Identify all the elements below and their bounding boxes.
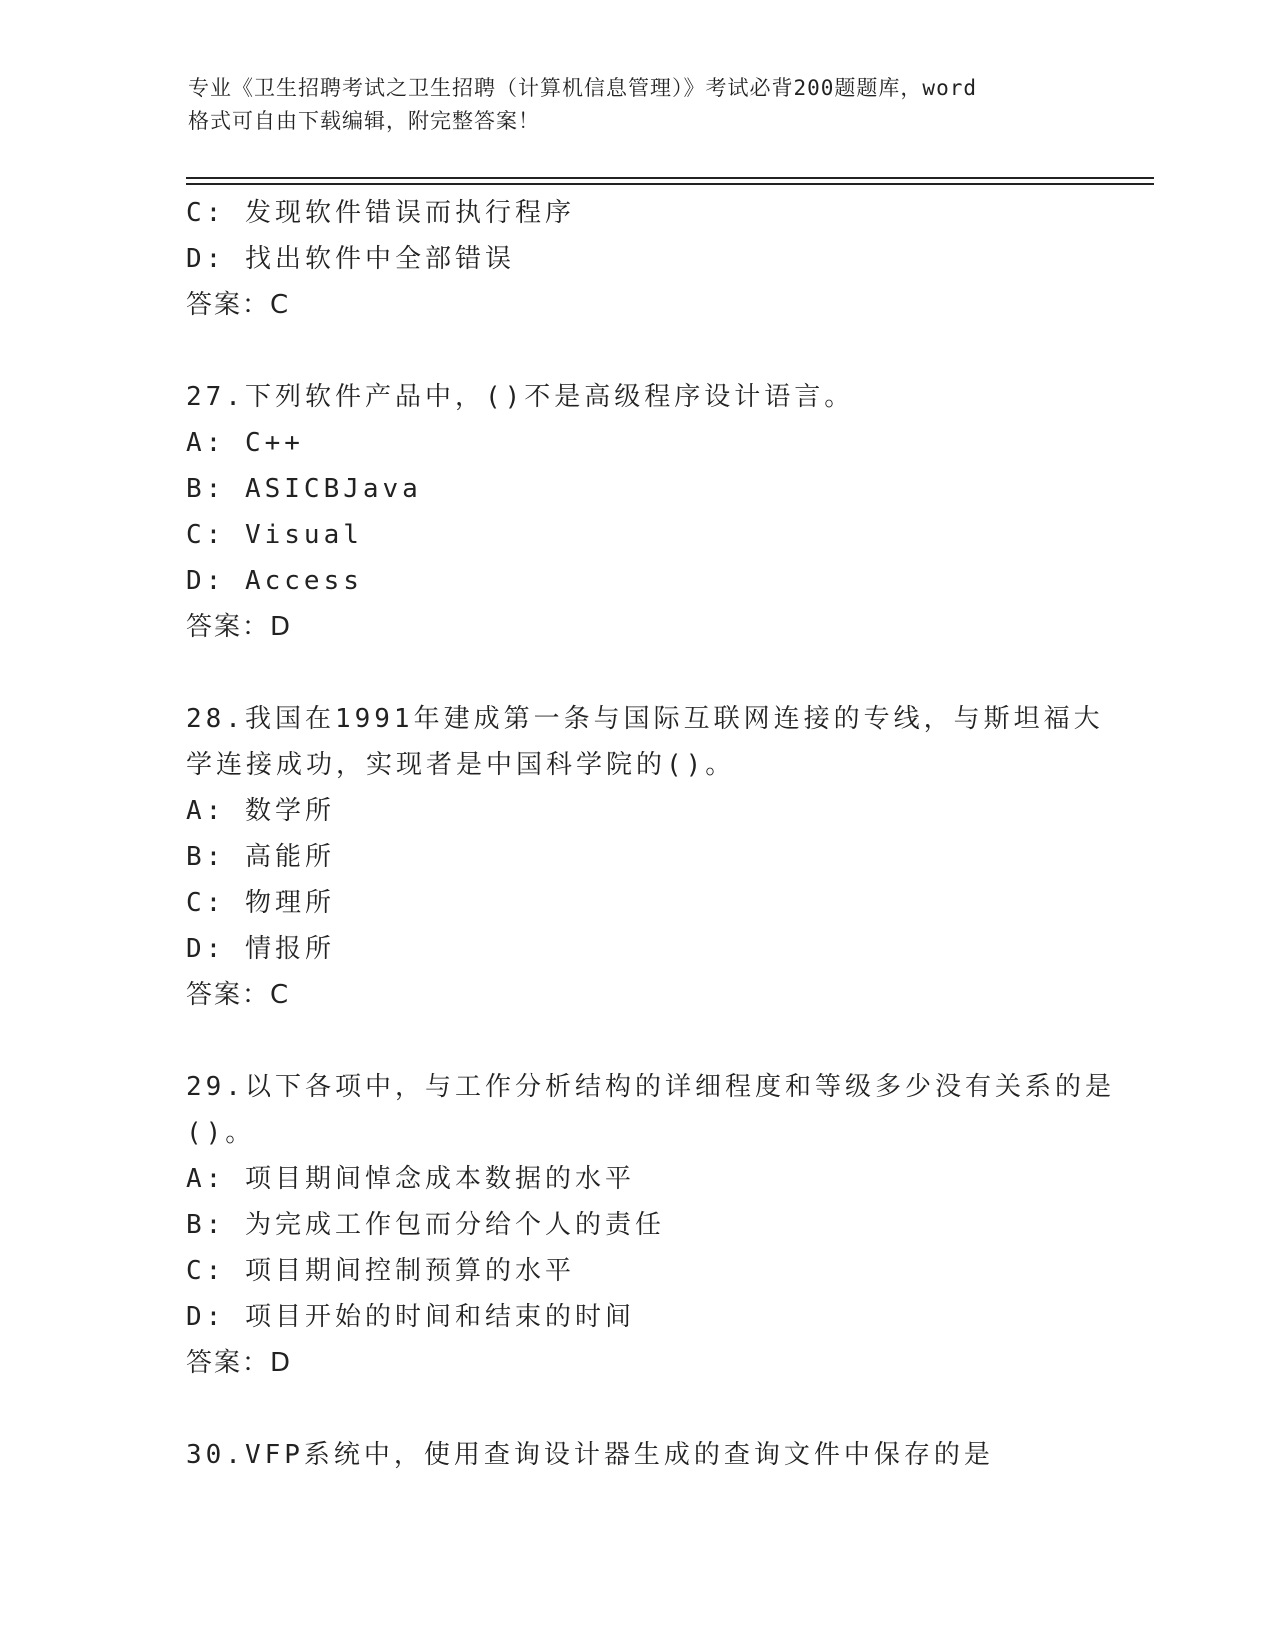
answer: 答案：D xyxy=(186,1348,293,1378)
option-a: A: C++ xyxy=(186,428,304,458)
header-divider-bottom xyxy=(186,183,1154,185)
spacer xyxy=(186,650,1146,696)
option-b: B: 为完成工作包而分给个人的责任 xyxy=(186,1210,665,1240)
question-29 xyxy=(186,1064,1146,1386)
question-text-line-1: 29.以下各项中，与工作分析结构的详细程度和等级多少没有关系的是 xyxy=(186,1072,1115,1102)
option-d: D: Access xyxy=(186,566,363,596)
question-26 xyxy=(186,190,1146,328)
option-a: A: 项目期间悼念成本数据的水平 xyxy=(186,1164,635,1194)
option-a: A: 数学所 xyxy=(186,796,335,826)
question-text-line-1: 28.我国在1991年建成第一条与国际互联网连接的专线，与斯坦福大 xyxy=(186,704,1104,734)
question-text-line-2: ()。 xyxy=(186,1118,256,1148)
header-line-2: 格式可自由下载编辑，附完整答案！ xyxy=(188,109,540,133)
question-30 xyxy=(186,1432,1146,1478)
spacer xyxy=(186,1386,1146,1432)
answer: 答案：C xyxy=(186,980,291,1010)
option-c: C: 物理所 xyxy=(186,888,335,918)
header-line-1: 专业《卫生招聘考试之卫生招聘（计算机信息管理）》考试必背200题题库，word xyxy=(188,76,977,100)
option-c: C: 项目期间控制预算的水平 xyxy=(186,1256,575,1286)
option-d: D: 找出软件中全部错误 xyxy=(186,244,515,274)
answer: 答案：C xyxy=(186,290,291,320)
answer: 答案：D xyxy=(186,612,293,642)
spacer xyxy=(186,328,1146,374)
option-b: B: 高能所 xyxy=(186,842,335,872)
question-list xyxy=(186,190,1146,1478)
question-27 xyxy=(186,374,1146,650)
question-28 xyxy=(186,696,1146,1018)
option-d: D: 项目开始的时间和结束的时间 xyxy=(186,1302,635,1332)
question-text: 27.下列软件产品中，()不是高级程序设计语言。 xyxy=(186,382,855,412)
document-header xyxy=(188,72,1088,138)
question-text-line-2: 学连接成功，实现者是中国科学院的()。 xyxy=(186,750,736,780)
option-b: B: ASICBJava xyxy=(186,474,422,504)
option-c: C: 发现软件错误而执行程序 xyxy=(186,198,575,228)
option-c: C: Visual xyxy=(186,520,363,550)
question-text: 30.VFP系统中，使用查询设计器生成的查询文件中保存的是 xyxy=(186,1440,994,1470)
option-d: D: 情报所 xyxy=(186,934,335,964)
header-divider-top xyxy=(186,177,1154,179)
spacer xyxy=(186,1018,1146,1064)
